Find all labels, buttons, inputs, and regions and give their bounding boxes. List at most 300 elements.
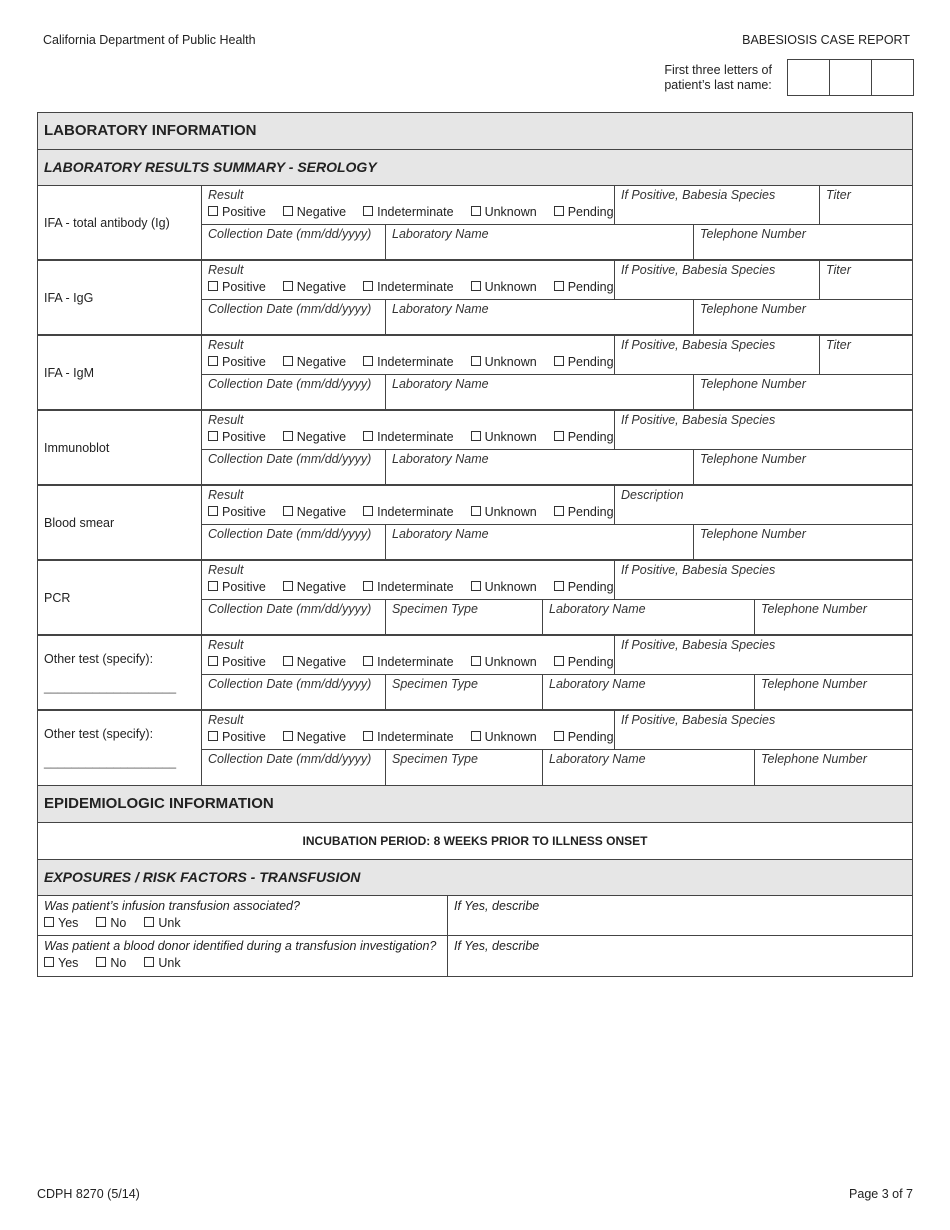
option-label: Indeterminate [377,655,454,669]
test-name: IFA - IgM [44,365,95,380]
page-number: Page 3 of 7 [849,1187,913,1201]
result-option-negative[interactable] [283,505,346,519]
result-option-negative[interactable] [283,355,346,369]
describe-field[interactable] [448,896,912,935]
result-option-negative[interactable] [283,580,346,594]
checkbox[interactable] [471,656,481,666]
result-option-negative[interactable] [283,655,346,669]
titer-label: Titer [826,338,851,352]
telephone-field[interactable] [694,225,912,259]
test-fields [202,261,912,334]
option-label: Pending [567,730,614,744]
checkbox[interactable] [363,206,373,216]
telephone-field[interactable] [694,375,912,409]
result-cell [202,336,615,374]
option-label: Unknown [484,355,537,369]
option-label: Positive [222,205,266,219]
answer-option-no[interactable] [96,916,126,930]
lab-section-title: LABORATORY INFORMATION [38,113,912,150]
result-label: Result [208,263,244,277]
option-label: Positive [222,430,266,444]
checkbox[interactable] [44,917,54,927]
titer-field[interactable] [820,336,912,374]
species-field[interactable] [615,561,912,599]
result-option-indeterminate[interactable] [363,355,453,369]
species-field[interactable] [615,261,820,299]
checkbox[interactable] [363,581,373,591]
result-row [202,561,912,600]
test-fields [202,711,912,785]
collection-date-field[interactable] [202,300,386,334]
result-option-negative[interactable] [283,205,346,219]
collection-date-field-label: Collection Date (mm/dd/yyyy) [208,377,372,391]
checkbox[interactable] [554,356,564,366]
result-row [202,261,912,300]
titer-label: Titer [826,263,851,277]
option-label: Positive [222,280,266,294]
checkbox[interactable] [96,917,106,927]
option-label: Positive [222,730,266,744]
species-field[interactable] [615,186,820,224]
collection-date-field[interactable] [202,375,386,409]
telephone-field-label: Telephone Number [700,302,806,316]
result-cell [202,636,615,674]
laboratory-name-field[interactable] [543,600,755,634]
checkbox[interactable] [208,656,218,666]
laboratory-name-field-label: Laboratory Name [392,527,489,541]
laboratory-name-field[interactable] [386,450,694,484]
form-id: CDPH 8270 (5/14) [37,1187,140,1201]
report-title: BABESIOSIS CASE REPORT [742,33,910,47]
telephone-field-label: Telephone Number [761,752,867,766]
specify-blank-line[interactable]: ___________________ [44,755,177,769]
result-row [202,336,912,375]
option-label: Positive [222,655,266,669]
initials-boxes [787,59,914,96]
result-option-indeterminate[interactable] [363,580,453,594]
checkbox[interactable] [283,731,293,741]
result-row [202,186,912,225]
result-option-indeterminate[interactable] [363,730,453,744]
laboratory-name-field[interactable] [386,525,694,559]
result-option-positive[interactable] [208,205,266,219]
test-row [38,636,912,711]
checkbox[interactable] [554,431,564,441]
specimen-type-field-label: Specimen Type [392,602,478,616]
test-name: Blood smear [44,515,115,530]
option-label: Pending [567,205,614,219]
checkbox[interactable] [471,731,481,741]
result-label: Result [208,413,244,427]
checkbox[interactable] [554,731,564,741]
test-name-cell [38,411,202,484]
test-name: IFA - total antibody (Ig) [44,215,170,230]
result-option-positive[interactable] [208,430,266,444]
telephone-field[interactable] [694,525,912,559]
checkbox[interactable] [208,356,218,366]
result-option-positive[interactable] [208,505,266,519]
yn-options [44,956,441,970]
checkbox[interactable] [554,656,564,666]
result-option-unknown[interactable] [471,580,537,594]
checkbox[interactable] [554,281,564,291]
exposure-subsection-title: EXPOSURES / RISK FACTORS - TRANSFUSION [38,860,912,896]
option-label: Unknown [484,505,537,519]
field-label: If Positive, Babesia Species [621,638,776,652]
result-options [208,430,614,444]
telephone-field-label: Telephone Number [761,602,867,616]
answer-option-yes[interactable] [44,956,78,970]
field-label: If Positive, Babesia Species [621,413,776,427]
option-label: Positive [222,580,266,594]
answer-option-unk[interactable] [144,916,180,930]
checkbox[interactable] [363,356,373,366]
result-cell [202,411,615,449]
telephone-field-label: Telephone Number [700,452,806,466]
result-option-unknown[interactable] [471,505,537,519]
test-fields [202,336,912,409]
field-label: Description [621,488,684,502]
yn-options [44,916,441,930]
checkbox[interactable] [471,581,481,591]
laboratory-name-field[interactable] [386,375,694,409]
initial-box-1[interactable] [788,60,830,95]
question-row [38,896,912,936]
checkbox[interactable] [283,581,293,591]
telephone-field[interactable] [694,450,912,484]
answer-option-no[interactable] [96,956,126,970]
laboratory-name-field-label: Laboratory Name [549,752,646,766]
specify-blank-line[interactable]: ___________________ [44,679,177,694]
describe-field[interactable] [448,936,912,976]
checkbox[interactable] [471,356,481,366]
exposure-questions [38,896,912,976]
test-fields [202,411,912,484]
result-options [208,280,614,294]
option-label: No [110,956,127,970]
collection-row [202,375,912,409]
option-label: Pending [567,280,614,294]
result-label: Result [208,638,244,652]
result-options [208,205,614,219]
test-name-cell [38,186,202,259]
test-fields [202,486,912,559]
result-option-pending[interactable] [554,730,614,744]
epi-section-title: EPIDEMIOLOGIC INFORMATION [38,786,912,823]
titer-field[interactable] [820,186,912,224]
specimen-type-field[interactable] [386,675,543,709]
telephone-field-label: Telephone Number [700,377,806,391]
agency-name: California Department of Public Health [43,33,256,47]
question-cell [38,936,448,976]
option-label: Pending [567,430,614,444]
checkbox[interactable] [208,581,218,591]
collection-date-field-label: Collection Date (mm/dd/yyyy) [208,602,372,616]
option-label: Negative [296,205,347,219]
result-option-indeterminate[interactable] [363,430,453,444]
result-option-unknown[interactable] [471,730,537,744]
question-row [38,936,912,976]
checkbox[interactable] [208,506,218,516]
result-options [208,580,614,594]
result-option-positive[interactable] [208,730,266,744]
titer-label: Titer [826,188,851,202]
checkbox[interactable] [283,281,293,291]
specimen-type-field-label: Specimen Type [392,677,478,691]
telephone-field-label: Telephone Number [700,227,806,241]
checkbox[interactable] [471,281,481,291]
result-label: Result [208,488,244,502]
laboratory-name-field-label: Laboratory Name [392,227,489,241]
test-row [38,486,912,561]
option-label: Unknown [484,430,537,444]
result-option-pending[interactable] [554,355,614,369]
result-option-indeterminate[interactable] [363,505,453,519]
initial-box-3[interactable] [872,60,913,95]
collection-date-field[interactable] [202,750,386,785]
checkbox[interactable] [471,431,481,441]
option-label: No [110,916,127,930]
checkbox[interactable] [144,917,154,927]
species-field[interactable] [615,411,912,449]
result-cell [202,711,615,749]
description-field[interactable] [615,486,912,524]
collection-date-field-label: Collection Date (mm/dd/yyyy) [208,752,372,766]
test-name-cell [38,261,202,334]
option-label: Unknown [484,205,537,219]
checkbox[interactable] [208,431,218,441]
collection-row [202,675,912,709]
result-option-pending[interactable] [554,280,614,294]
checkbox[interactable] [471,506,481,516]
checkbox[interactable] [44,957,54,967]
test-fields [202,186,912,259]
result-cell [202,561,615,599]
option-label: Negative [296,280,347,294]
option-label: Pending [567,505,614,519]
question-cell [38,896,448,935]
species-field[interactable] [615,711,912,749]
test-name-cell [38,486,202,559]
option-label: Negative [296,580,347,594]
collection-row [202,525,912,559]
specimen-type-field-label: Specimen Type [392,752,478,766]
collection-date-field[interactable] [202,525,386,559]
collection-date-field[interactable] [202,225,386,259]
checkbox[interactable] [283,206,293,216]
checkbox[interactable] [363,281,373,291]
option-label: Indeterminate [377,355,454,369]
checkbox[interactable] [283,356,293,366]
option-label: Negative [296,655,347,669]
specimen-type-field[interactable] [386,600,543,634]
result-option-indeterminate[interactable] [363,205,453,219]
result-option-pending[interactable] [554,205,614,219]
laboratory-name-field-label: Laboratory Name [549,602,646,616]
laboratory-name-field[interactable] [543,750,755,785]
option-label: Unknown [484,580,537,594]
test-name: PCR [44,590,71,605]
result-option-unknown[interactable] [471,430,537,444]
telephone-field[interactable] [755,600,912,634]
result-cell [202,261,615,299]
checkbox[interactable] [96,957,106,967]
test-row [38,411,912,486]
option-label: Pending [567,355,614,369]
collection-row [202,225,912,259]
result-option-pending[interactable] [554,430,614,444]
test-name-cell [38,336,202,409]
result-option-unknown[interactable] [471,355,537,369]
telephone-field-label: Telephone Number [761,677,867,691]
result-option-negative[interactable] [283,430,346,444]
option-label: Negative [296,355,347,369]
test-row [38,711,912,786]
telephone-field[interactable] [694,300,912,334]
test-name: Other test (specify): [44,651,154,666]
checkbox[interactable] [554,506,564,516]
collection-row [202,450,912,484]
test-name-cell [38,561,202,634]
checkbox[interactable] [144,957,154,967]
option-label: Pending [567,655,614,669]
laboratory-name-field[interactable] [386,225,694,259]
result-row [202,636,912,675]
test-row [38,561,912,636]
result-cell [202,486,615,524]
result-option-unknown[interactable] [471,655,537,669]
option-label: Pending [567,580,614,594]
result-row [202,486,912,525]
checkbox[interactable] [283,506,293,516]
specimen-type-field[interactable] [386,750,543,785]
laboratory-name-field-label: Laboratory Name [392,302,489,316]
species-field[interactable] [615,636,912,674]
result-option-positive[interactable] [208,580,266,594]
answer-option-unk[interactable] [144,956,180,970]
collection-date-field-label: Collection Date (mm/dd/yyyy) [208,527,372,541]
result-options [208,355,614,369]
field-label: If Positive, Babesia Species [621,563,776,577]
collection-date-field[interactable] [202,675,386,709]
initial-box-2[interactable] [830,60,872,95]
titer-field[interactable] [820,261,912,299]
checkbox[interactable] [208,731,218,741]
laboratory-name-field[interactable] [386,300,694,334]
question-text: Was patient a blood donor identified during a transfusion investigation? [44,939,437,953]
result-option-negative[interactable] [283,730,346,744]
collection-date-field-label: Collection Date (mm/dd/yyyy) [208,452,372,466]
describe-label: If Yes, describe [454,939,540,953]
result-row [202,411,912,450]
species-field[interactable] [615,336,820,374]
result-option-unknown[interactable] [471,280,537,294]
option-label: Indeterminate [377,505,454,519]
option-label: Indeterminate [377,280,454,294]
result-option-indeterminate[interactable] [363,655,453,669]
checkbox[interactable] [363,731,373,741]
checkbox[interactable] [363,506,373,516]
result-cell [202,186,615,224]
test-fields [202,636,912,709]
checkbox[interactable] [283,656,293,666]
test-name: Other test (specify): [44,727,154,741]
test-name-cell [38,636,202,709]
option-label: Yes [58,916,79,930]
test-fields [202,561,912,634]
option-label: Unk [158,956,181,970]
collection-date-field-label: Collection Date (mm/dd/yyyy) [208,227,372,241]
laboratory-name-field-label: Laboratory Name [392,377,489,391]
option-label: Yes [58,956,79,970]
result-option-pending[interactable] [554,580,614,594]
test-row [38,336,912,411]
result-option-indeterminate[interactable] [363,280,453,294]
telephone-field[interactable] [755,675,912,709]
option-label: Indeterminate [377,430,454,444]
checkbox[interactable] [363,656,373,666]
collection-date-field-label: Collection Date (mm/dd/yyyy) [208,677,372,691]
collection-date-field[interactable] [202,450,386,484]
test-row [38,261,912,336]
test-name: Immunoblot [44,440,110,455]
test-name: IFA - IgG [44,290,94,305]
result-label: Result [208,713,244,727]
result-label: Result [208,338,244,352]
option-label: Unknown [484,280,537,294]
result-label: Result [208,563,244,577]
lab-subsection-title: LABORATORY RESULTS SUMMARY - SEROLOGY [38,150,912,186]
telephone-field[interactable] [755,750,912,785]
telephone-field-label: Telephone Number [700,527,806,541]
option-label: Indeterminate [377,580,454,594]
checkbox[interactable] [208,206,218,216]
checkbox[interactable] [554,581,564,591]
species-label: If Positive, Babesia Species [621,188,776,202]
result-option-negative[interactable] [283,280,346,294]
option-label: Negative [296,505,347,519]
initials-label: First three letters of patient’s last name: [664,63,772,92]
laboratory-name-field-label: Laboratory Name [392,452,489,466]
checkbox[interactable] [363,431,373,441]
answer-option-yes[interactable] [44,916,78,930]
describe-label: If Yes, describe [454,899,540,913]
species-label: If Positive, Babesia Species [621,338,776,352]
option-label: Positive [222,505,266,519]
option-label: Negative [296,430,347,444]
field-label: If Positive, Babesia Species [621,713,776,727]
result-option-pending[interactable] [554,655,614,669]
result-option-pending[interactable] [554,505,614,519]
result-option-positive[interactable] [208,655,266,669]
question-text: Was patient’s infusion transfusion associated? [44,899,300,913]
collection-row [202,300,912,334]
result-option-unknown[interactable] [471,205,537,219]
option-label: Indeterminate [377,730,454,744]
checkbox[interactable] [283,431,293,441]
checkbox[interactable] [471,206,481,216]
test-name-cell [38,711,202,785]
result-option-positive[interactable] [208,355,266,369]
result-options [208,730,614,744]
incubation-period: INCUBATION PERIOD: 8 WEEKS PRIOR TO ILLNESS ONSET [38,823,912,860]
result-option-positive[interactable] [208,280,266,294]
option-label: Unknown [484,730,537,744]
collection-date-field[interactable] [202,600,386,634]
checkbox[interactable] [208,281,218,291]
checkbox[interactable] [554,206,564,216]
laboratory-name-field[interactable] [543,675,755,709]
